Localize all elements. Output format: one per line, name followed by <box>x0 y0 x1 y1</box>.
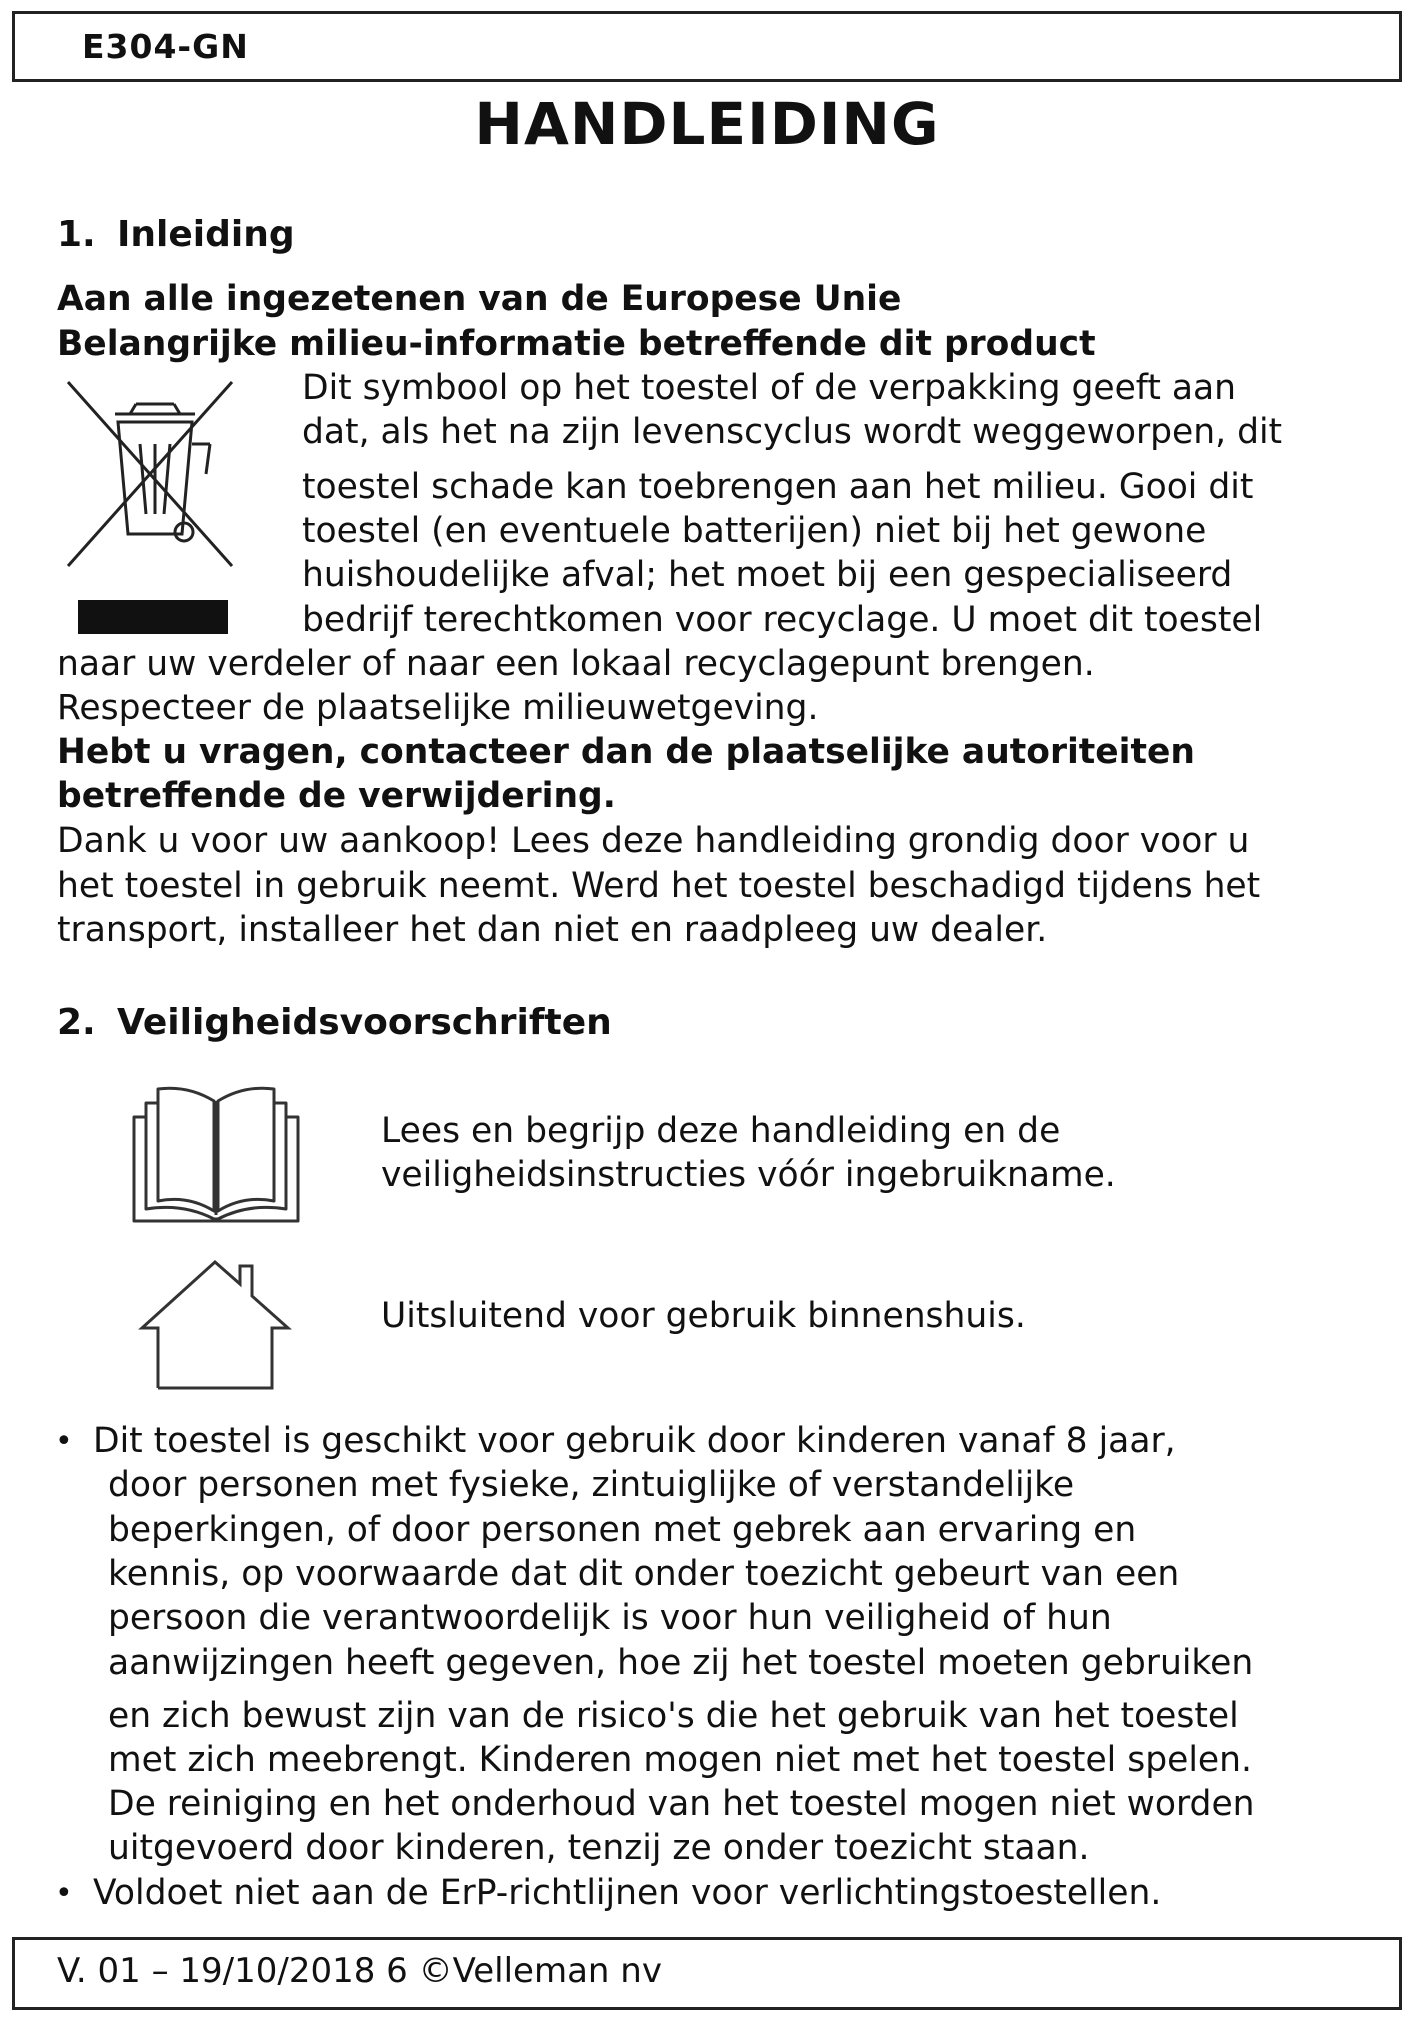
bullet-marker: • <box>55 1876 73 1911</box>
bullet-marker: • <box>55 1424 73 1459</box>
model-number: E304-GN <box>82 27 249 66</box>
weee-text-line: dat, als het na zijn levenscyclus wordt weggeworpen, dit <box>302 412 1283 452</box>
read-manual-text: Lees en begrijp deze handleiding en de <box>381 1111 1061 1151</box>
footer <box>57 1951 662 1991</box>
section-1-title: Inleiding <box>117 214 295 255</box>
section-1-number: 1. <box>57 214 96 255</box>
weee-text-line: toestel (en eventuele batterijen) niet bij het gewone <box>302 511 1207 551</box>
bullet-1-line: kennis, op voorwaarde dat dit onder toezicht gebeurt van een <box>108 1554 1180 1594</box>
footer-date: 19/10/2018 <box>179 1951 376 1991</box>
section-2-number: 2. <box>57 1002 96 1043</box>
indoor-use-house-icon <box>136 1256 294 1391</box>
questions-line: betreffende de verwijdering. <box>57 776 616 816</box>
bullet-1-line: beperkingen, of door personen met gebrek aan ervaring en <box>108 1510 1137 1550</box>
page-title: HANDLEIDING <box>474 90 940 158</box>
weee-text-line: bedrijf terechtkomen voor recyclage. U moet dit toestel <box>302 600 1263 640</box>
bullet-1-line: aanwijzingen heeft gegeven, hoe zij het toestel moeten gebruiken <box>108 1643 1254 1683</box>
footer-version: V. 01 <box>57 1951 141 1991</box>
weee-text-line: Respecteer de plaatselijke milieuwetgeving. <box>57 688 819 728</box>
environment-info-line: Belangrijke milieu-informatie betreffende dit product <box>57 324 1096 364</box>
bullet-1-line: door personen met fysieke, zintuiglijke of verstandelijke <box>108 1465 1075 1505</box>
footer-dash: – <box>151 1951 169 1991</box>
read-manual-text: veiligheidsinstructies vóór ingebruikname. <box>381 1155 1116 1195</box>
bullet-1-line: en zich bewust zijn van de risico's die het gebruik van het toestel <box>108 1696 1239 1736</box>
bullet-1-line: uitgevoerd door kinderen, tenzij ze onder toezicht staan. <box>108 1828 1090 1868</box>
section-2-heading <box>57 1002 612 1043</box>
thanks-line: transport, installeer het dan niet en raadpleeg uw dealer. <box>57 910 1048 950</box>
bullet-1-line: Dit toestel is geschikt voor gebruik door kinderen vanaf 8 jaar, <box>93 1421 1176 1461</box>
indoor-use-text: Uitsluitend voor gebruik binnenshuis. <box>381 1296 1026 1336</box>
weee-text-line: Dit symbool op het toestel of de verpakking geeft aan <box>302 368 1236 408</box>
section-1-heading <box>57 214 295 255</box>
bullet-1-line: De reiniging en het onderhoud van het toestel mogen niet worden <box>108 1784 1255 1824</box>
weee-text-line: naar uw verdeler of naar een lokaal recyclagepunt brengen. <box>57 644 1095 684</box>
bullet-2-line: Voldoet niet aan de ErP-richtlijnen voor verlichtingstoestellen. <box>93 1873 1162 1913</box>
thanks-line: het toestel in gebruik neemt. Werd het toestel beschadigd tijdens het <box>57 866 1261 906</box>
section-2-title: Veiligheidsvoorschriften <box>117 1002 612 1043</box>
weee-crossed-bin-icon <box>60 374 240 639</box>
weee-text-line: huishoudelijke afval; het moet bij een gespecialiseerd <box>302 555 1233 595</box>
questions-line: Hebt u vragen, contacteer dan de plaatselijke autoriteiten <box>57 732 1195 772</box>
thanks-line: Dank u voor uw aankoop! Lees deze handleiding grondig door voor u <box>57 821 1250 861</box>
read-manual-icon <box>128 1083 304 1223</box>
bullet-1-line: met zich meebrengt. Kinderen mogen niet met het toestel spelen. <box>108 1740 1252 1780</box>
weee-text-line: toestel schade kan toebrengen aan het milieu. Gooi dit <box>302 467 1254 507</box>
footer-copyright: ©Velleman nv <box>418 1951 662 1991</box>
eu-residents-line: Aan alle ingezetenen van de Europese Unie <box>57 279 902 319</box>
footer-page-number: 6 <box>386 1951 408 1991</box>
bullet-1-line: persoon die verantwoordelijk is voor hun veiligheid of hun <box>108 1598 1112 1638</box>
